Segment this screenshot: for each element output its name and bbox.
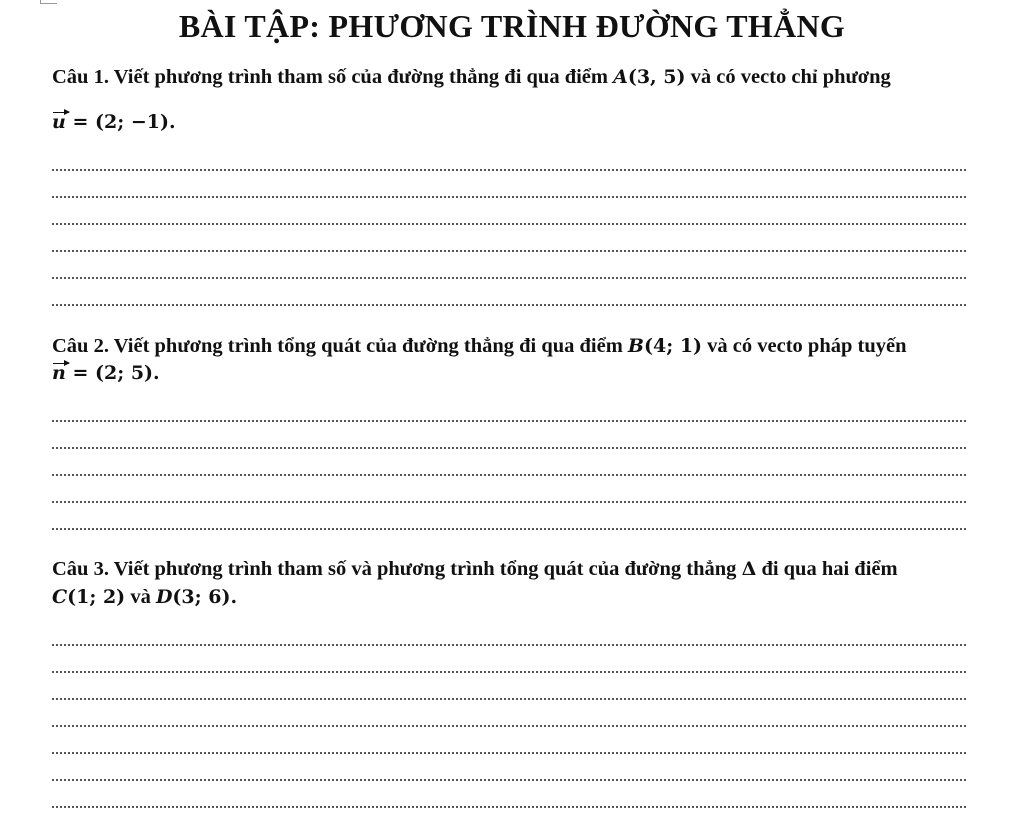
answer-line <box>52 420 966 422</box>
question-2-point <box>628 335 702 357</box>
question-3-point-2-name: D <box>155 586 173 608</box>
question-1-point-name: A <box>613 66 628 88</box>
question-1-label: Câu 1. <box>52 66 109 88</box>
vector-arrow-n: n <box>52 362 66 384</box>
question-2-point-coords: (4; 1) <box>643 335 703 357</box>
question-1-line-2 <box>52 111 176 134</box>
question-3-conjunction: và <box>130 586 151 608</box>
question-2-line-2 <box>52 362 160 385</box>
question-1-text: Viết phương trình tham số của đường thẳng đi qua điểm <box>113 66 608 88</box>
answer-line <box>52 501 966 503</box>
question-3-label: Câu 3. <box>52 558 109 580</box>
answer-line <box>52 779 966 781</box>
question-1-vector <box>52 111 176 133</box>
vector-arrow-u: u <box>52 111 66 133</box>
question-3-point-1-name: C <box>52 586 68 608</box>
question-2-line-1 <box>52 335 906 358</box>
question-2-label: Câu 2. <box>52 335 109 357</box>
answer-line <box>52 644 966 646</box>
question-2-point-name: B <box>627 335 644 357</box>
answer-line <box>52 304 966 306</box>
question-3-point-2 <box>156 586 237 608</box>
answer-line <box>52 806 966 808</box>
question-1-text-after: và có vecto chỉ phương <box>690 66 891 88</box>
answer-line <box>52 752 966 754</box>
question-2-text: Viết phương trình tổng quát của đường thẳng đi qua điểm <box>113 335 623 357</box>
page-corner-mark <box>40 0 57 4</box>
question-2-text-after: và có vecto pháp tuyến <box>707 335 907 357</box>
answer-line <box>52 196 966 198</box>
question-3-line-1 <box>52 558 898 581</box>
answer-line <box>52 250 966 252</box>
question-3-text-after: đi qua hai điểm <box>761 558 898 580</box>
question-2-vector-value: = (2; 5). <box>72 362 160 384</box>
answer-line <box>52 671 966 673</box>
question-1-line-1 <box>52 66 891 89</box>
answer-line <box>52 169 966 171</box>
answer-line <box>52 277 966 279</box>
question-3-line-2 <box>52 586 237 609</box>
answer-line <box>52 223 966 225</box>
answer-line <box>52 474 966 476</box>
question-1-point <box>613 66 685 88</box>
question-3-point-1 <box>52 586 125 608</box>
question-3-point-1-coords: (1; 2) <box>67 586 126 608</box>
worksheet-title: BÀI TẬP: PHƯƠNG TRÌNH ĐƯỜNG THẲNG <box>178 8 846 44</box>
question-3-line-symbol: Δ <box>741 558 757 580</box>
question-2-vector <box>52 362 160 384</box>
question-1-point-coords: (3, 5) <box>627 66 686 88</box>
answer-line <box>52 698 966 700</box>
answer-line <box>52 725 966 727</box>
question-3-text: Viết phương trình tham số và phương trình tổng quát của đường thẳng <box>113 558 737 580</box>
answer-line <box>52 447 966 449</box>
answer-line <box>52 528 966 530</box>
question-3-point-2-coords: (3; 6). <box>172 586 238 608</box>
question-1-vector-value: = (2; −1). <box>72 111 176 133</box>
